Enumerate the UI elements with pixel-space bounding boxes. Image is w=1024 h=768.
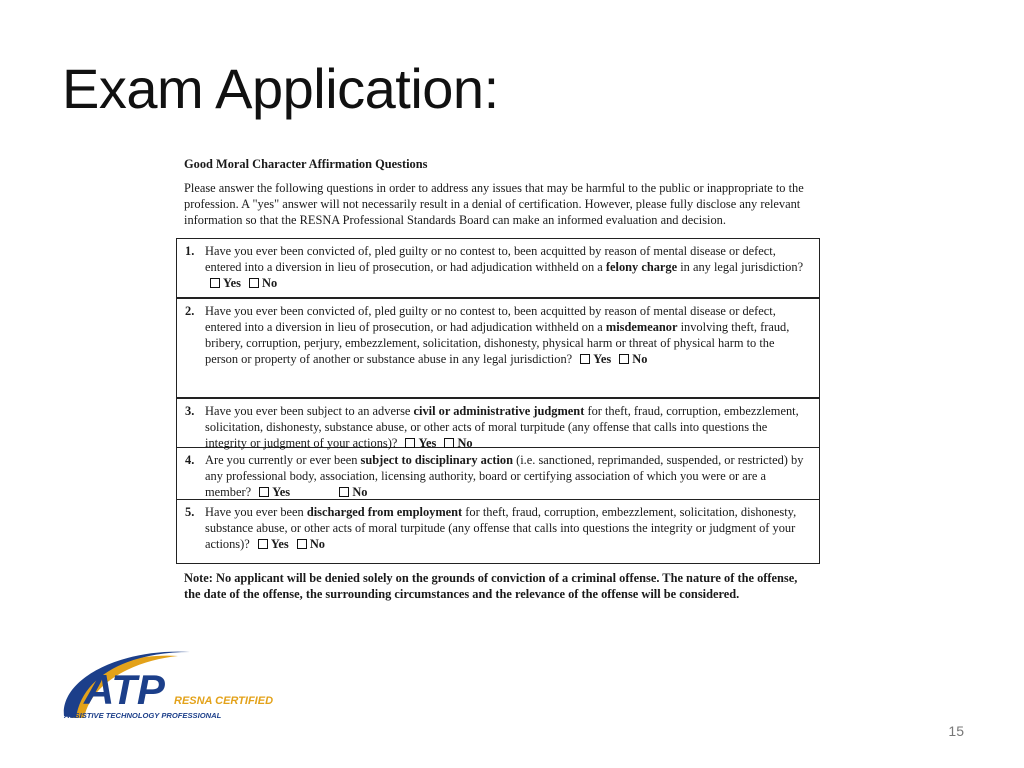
no-checkbox[interactable] xyxy=(619,354,629,364)
logo-line2: ASSISTIVE TECHNOLOGY PROFESSIONAL xyxy=(64,711,222,720)
question-number: 1. xyxy=(185,244,195,258)
yes-checkbox[interactable] xyxy=(405,438,415,448)
logo-mark: ATP xyxy=(84,666,165,713)
question-5 xyxy=(176,500,820,564)
yes-checkbox[interactable] xyxy=(580,354,590,364)
yes-label: Yes xyxy=(223,276,241,290)
question-text: Have you ever been convicted of, pled guilty or no contest to, been acquitted by reason of mental disease or defect, entered into a diversion in lieu of prosecution, or had adjudication withheld on a felony charge in any legal jurisdiction? Yes No xyxy=(205,244,804,290)
question-text: Have you ever been discharged from employment for theft, fraud, corruption, embezzlement, solicitation, dishonesty, substance abuse, or other acts of moral turpitude (any offense that calls into questions the integrity or judgment of your actions)? Yes No xyxy=(205,505,797,551)
atp-logo xyxy=(58,646,274,732)
question-emphasis: subject to disciplinary action xyxy=(360,453,513,467)
no-label: No xyxy=(352,485,368,499)
questions-table xyxy=(176,238,820,564)
no-label: No xyxy=(632,352,648,366)
question-emphasis: civil or administrative judgment xyxy=(413,404,585,418)
yes-label: Yes xyxy=(418,436,437,450)
yes-label: Yes xyxy=(593,352,612,366)
question-number: 5. xyxy=(185,505,195,519)
no-checkbox[interactable] xyxy=(297,539,307,549)
question-emphasis: discharged from employment xyxy=(306,505,463,519)
yes-checkbox[interactable] xyxy=(258,539,268,549)
logo-line1: RESNA CERTIFIED xyxy=(174,695,274,707)
question-3 xyxy=(176,398,820,448)
slide-title: Exam Application: xyxy=(62,57,499,120)
application-form xyxy=(176,156,822,602)
no-label: No xyxy=(457,436,473,450)
question-text: Are you currently or ever been subject to disciplinary action (i.e. sanctioned, reprimanded, suspended, or restricted) by any professional body, association, licensing authority, board or certifying association of which you were or are a member? Yes No xyxy=(205,453,804,499)
form-intro: Please answer the following questions in order to address any issues that may be harmful to the public or inappropriate to the profession. A "yes" answer will not necessarily result in a denial of certification. However, please fully disclose any relevant information so that the RESNA Professional Standards Board can make an informed evaluation and decision. xyxy=(184,181,804,227)
no-label: No xyxy=(309,537,326,551)
no-checkbox[interactable] xyxy=(444,438,454,448)
question-1 xyxy=(176,238,820,298)
yes-label: Yes xyxy=(272,485,291,499)
question-text: Have you ever been convicted of, pled guilty or no contest to, been acquitted by reason of mental disease or defect, entered into a diversion in lieu of prosecution, or had adjudication withheld on a misdemeanor involving theft, fraud, bribery, corruption, perjury, embezzlement, solicitation, dishonesty, physical harm or threat of physical harm to the person or property of another or substance abuse in any legal jurisdiction? Yes No xyxy=(205,304,790,366)
form-note: Note: No applicant will be denied solely on the grounds of conviction of a criminal offense. The nature of the offense, the date of the offense, the surrounding circumstances and the relevance of the offense will be considered. xyxy=(184,571,798,601)
question-2 xyxy=(176,298,820,398)
yes-label: Yes xyxy=(270,537,289,551)
question-4 xyxy=(176,448,820,500)
question-number: 4. xyxy=(185,453,195,467)
no-checkbox[interactable] xyxy=(339,487,349,497)
yes-checkbox[interactable] xyxy=(210,278,220,288)
question-number: 2. xyxy=(185,304,195,318)
question-emphasis: felony charge xyxy=(605,260,678,274)
question-number: 3. xyxy=(185,404,195,418)
yes-checkbox[interactable] xyxy=(259,487,269,497)
no-checkbox[interactable] xyxy=(249,278,259,288)
page-number: 15 xyxy=(948,723,964,739)
form-heading: Good Moral Character Affirmation Questions xyxy=(184,157,428,171)
no-label: No xyxy=(262,276,278,290)
question-emphasis: misdemeanor xyxy=(605,320,678,334)
question-text: Have you ever been subject to an adverse civil or administrative judgment for theft, fraud, corruption, embezzlement, solicitation, dishonesty, substance abuse, or other acts of moral turpitude (any offense that calls into questions the integrity or judgment of your actions)? Yes No xyxy=(205,404,799,450)
